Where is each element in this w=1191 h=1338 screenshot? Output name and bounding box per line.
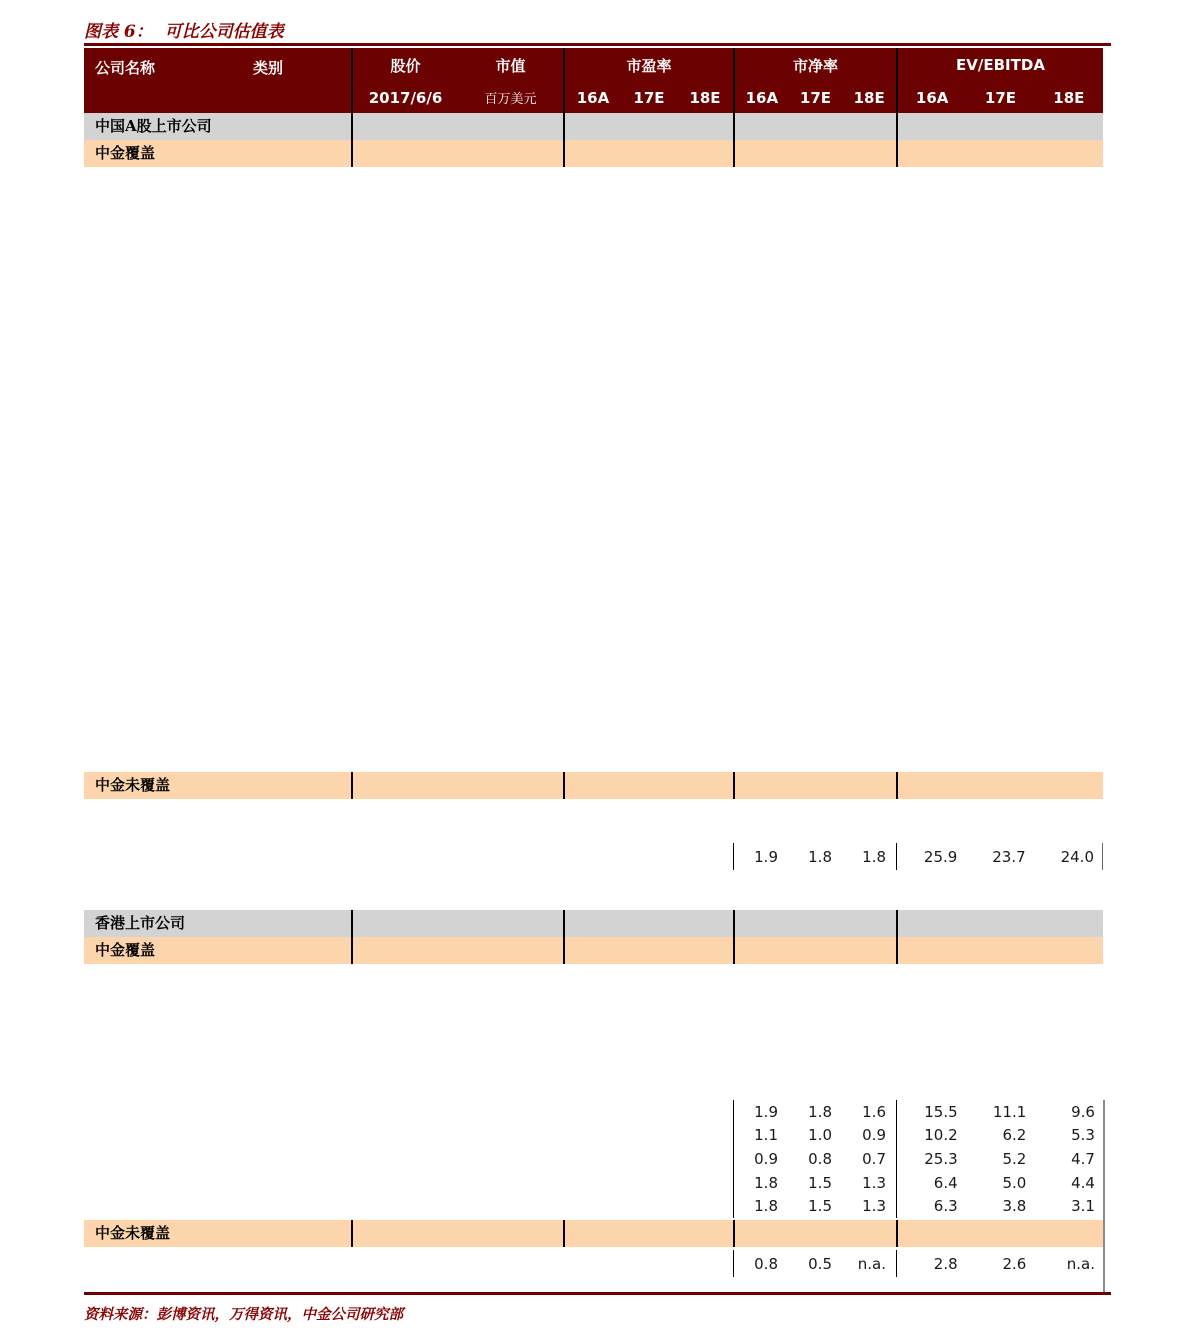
pb-year-columns: [735, 82, 896, 113]
pb-values: [733, 1124, 896, 1148]
col-pb-16a: 16A: [745, 88, 779, 107]
col-ev-17e: 17E: [984, 88, 1017, 107]
cell-value: 1.8: [754, 1197, 778, 1216]
section-label-cn-listed: 中国A股上市公司: [95, 117, 212, 135]
table-row-cn-uncovered-values: [733, 843, 1103, 870]
cell-value: 15.5: [924, 1102, 958, 1121]
col-price: 股价: [390, 56, 421, 75]
pb-values: [733, 1250, 896, 1277]
cell-value: 2.6: [1002, 1254, 1027, 1273]
col-pe-17e: 17E: [633, 88, 665, 107]
ev-year-columns: [898, 82, 1103, 113]
col-pb: 市净率: [792, 56, 838, 75]
cell-value: 4.7: [1071, 1149, 1095, 1168]
cell-value: 10.2: [924, 1126, 958, 1145]
section-band-cn-uncovered: [84, 772, 1103, 799]
cell-value: 6.4: [933, 1173, 958, 1192]
col-pe: 市盈率: [626, 56, 672, 75]
table-right-border: [1103, 1100, 1105, 1293]
col-market-cap-unit: 百万美元: [484, 92, 537, 107]
cell-value: 11.1: [992, 1102, 1027, 1121]
cell-value: 5.0: [1002, 1173, 1027, 1192]
table-row: [733, 1124, 1103, 1148]
section-label-hk-covered: 中金覆盖: [95, 941, 156, 959]
table-row: [733, 1147, 1103, 1171]
cell-value: 3.1: [1071, 1197, 1095, 1216]
cell-value: 9.6: [1071, 1102, 1095, 1121]
header-group-pb: [733, 48, 896, 113]
cell-value: 5.2: [1002, 1149, 1027, 1168]
cell-value: 1.5: [808, 1197, 832, 1216]
pb-values: [733, 1171, 896, 1195]
title-rule: [84, 43, 1111, 46]
cell-value: 1.9: [754, 1102, 778, 1121]
section-band-cn-listed: [84, 113, 1103, 140]
cell-value: 25.9: [923, 847, 958, 866]
section-band-hk-uncovered: [84, 1220, 1103, 1247]
cell-value: 0.8: [808, 1149, 832, 1168]
cell-value: n.a.: [857, 1254, 886, 1273]
cell-value: 4.4: [1071, 1173, 1095, 1192]
cell-value: 6.3: [933, 1197, 958, 1216]
section-label-hk-listed: 香港上市公司: [95, 914, 186, 932]
ev-ebitda-values: [896, 1100, 1103, 1124]
section-label-hk-uncovered: 中金未覆盖: [95, 1224, 171, 1242]
pb-values: [733, 1100, 896, 1124]
cell-value: 2.8: [933, 1254, 958, 1273]
cell-value: 1.0: [808, 1126, 832, 1145]
cell-value: 3.8: [1002, 1197, 1027, 1216]
cell-value: 1.3: [862, 1173, 886, 1192]
table-bottom-rule: [84, 1292, 1111, 1295]
cell-value: 0.8: [754, 1254, 778, 1273]
cell-value: 23.7: [992, 847, 1026, 866]
ev-ebitda-values: [896, 843, 1103, 870]
cell-value: 0.9: [754, 1149, 778, 1168]
table-row-hk-uncovered-values: [733, 1250, 1103, 1277]
section-band-cn-covered: [84, 140, 1103, 167]
col-pb-18e: 18E: [853, 88, 885, 107]
ev-ebitda-values: [896, 1194, 1103, 1218]
header-group-ev-ebitda: [896, 48, 1103, 113]
cell-value: 1.1: [754, 1126, 778, 1145]
col-pe-18e: 18E: [689, 88, 721, 107]
table-row: [733, 1100, 1103, 1124]
cell-value: 1.8: [862, 847, 886, 866]
section-band-hk-covered: [84, 937, 1103, 964]
cell-value: 25.3: [924, 1149, 958, 1168]
ev-ebitda-values: [896, 1124, 1103, 1148]
header-group-company: [84, 48, 351, 113]
cell-value: 1.8: [808, 1102, 832, 1121]
col-ev-18e: 18E: [1053, 88, 1085, 107]
col-market-cap: 市值: [495, 56, 526, 75]
cell-value: 0.7: [862, 1149, 886, 1168]
pb-values: [733, 1147, 896, 1171]
cell-value: 0.5: [808, 1254, 832, 1273]
table-row: [733, 1171, 1103, 1195]
cell-value: 1.9: [754, 847, 778, 866]
col-ev-16a: 16A: [915, 88, 949, 107]
pb-values: [733, 1194, 896, 1218]
section-label-cn-uncovered: 中金未覆盖: [95, 776, 171, 794]
cell-value: 1.8: [754, 1173, 778, 1192]
cell-value: 1.3: [862, 1197, 886, 1216]
source-note: 资料来源：彭博资讯，万得资讯，中金公司研究部: [84, 1306, 403, 1323]
pb-values: [733, 843, 896, 870]
figure-title: 图表 6： 可比公司估值表: [84, 22, 284, 42]
cell-value: 5.3: [1071, 1126, 1095, 1145]
cell-value: 0.9: [862, 1126, 886, 1145]
pe-year-columns: [565, 82, 733, 113]
col-price-date: 2017/6/6: [368, 88, 443, 107]
header-group-pe: [563, 48, 733, 113]
cell-value: 1.6: [862, 1102, 886, 1121]
col-ev-ebitda: EV/EBITDA: [956, 56, 1045, 74]
cell-value: 24.0: [1060, 847, 1094, 866]
cell-value: n.a.: [1066, 1254, 1095, 1273]
section-band-hk-listed: [84, 910, 1103, 937]
ev-ebitda-values: [896, 1147, 1103, 1171]
col-category: 类别: [253, 59, 284, 77]
table-header: [84, 48, 1103, 113]
ev-ebitda-values: [896, 1250, 1103, 1277]
cell-value: 1.5: [808, 1173, 832, 1192]
col-pb-17e: 17E: [799, 88, 832, 107]
table-row: [733, 1194, 1103, 1218]
col-pe-16a: 16A: [576, 88, 610, 107]
ev-ebitda-values: [896, 1171, 1103, 1195]
cell-value: 6.2: [1002, 1126, 1027, 1145]
col-company: 公司名称: [95, 59, 156, 77]
cell-value: 1.8: [808, 847, 832, 866]
section-label-cn-covered: 中金覆盖: [95, 144, 156, 162]
header-group-price-mktcap: [351, 48, 563, 113]
